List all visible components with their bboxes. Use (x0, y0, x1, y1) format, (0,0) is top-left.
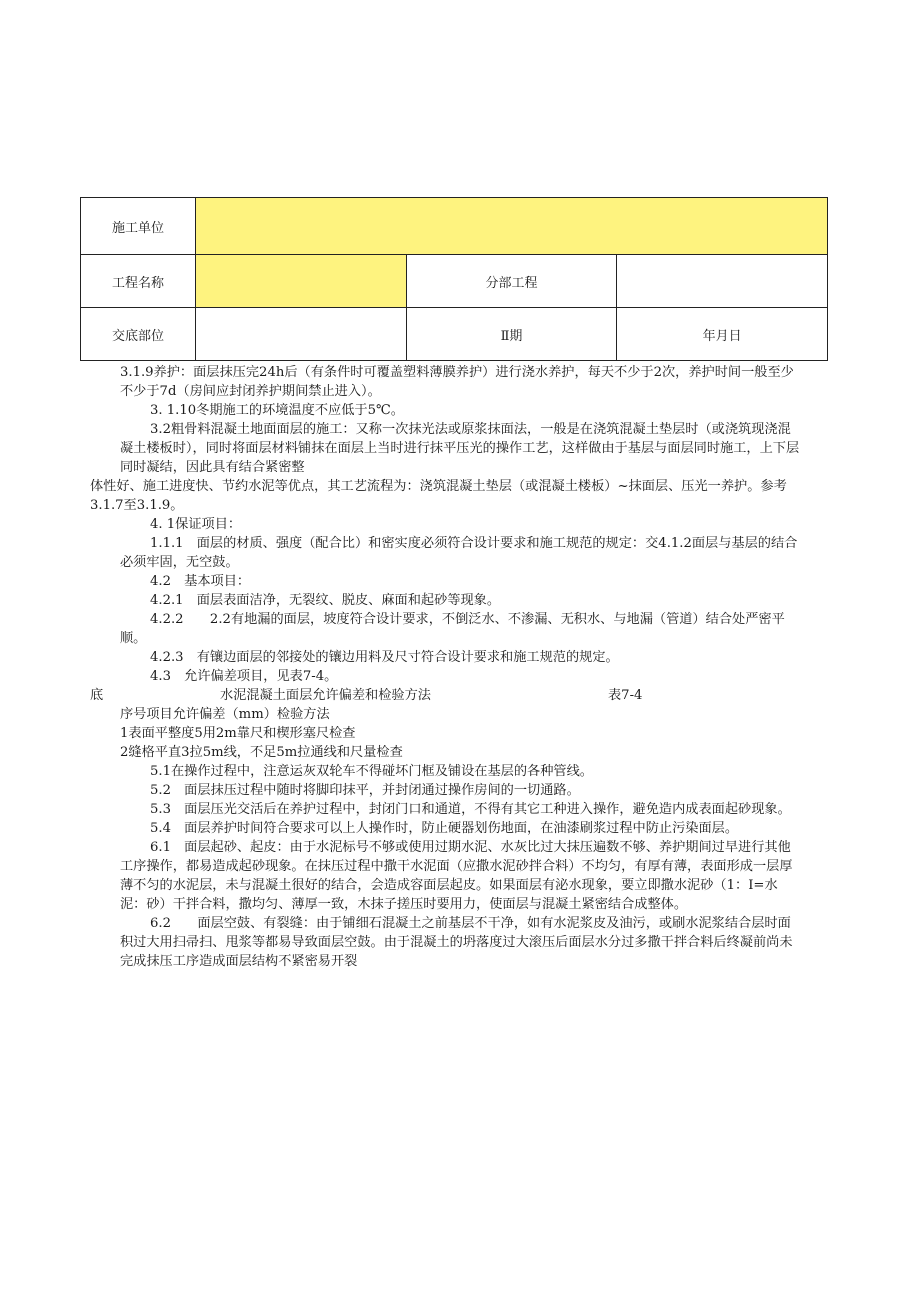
paragraph: 5.4 面层养护时间符合要求可以上人操作时，防止硬器划伤地面，在油漆刷浆过程中防止污染面层。 (150, 821, 739, 836)
paragraph: 3.2粗骨料混凝土地面面层的施工：又称一次抹光法或原浆抹面法，一般是在浇筑混凝土垫层时（或浇筑现浇混凝土楼板时），同时将面层材料铺抹在面层上当时进行抹平压光的操作工艺，这样做由于基层与面层同时施工，上下层同时凝结，因此具有结合紧密整 (120, 422, 800, 475)
paragraph: 6.1 面层起砂、起皮：由于水泥标号不够或使用过期水泥、水灰比过大抹压遍数不够、养护期间过早进行其他工序操作，都易造成起砂现象。在抹压过程中撒干水泥面（应撒水泥砂拌合料）不均匀，有厚有薄，表面形成一层厚薄不匀的水泥层，未与混凝土很好的结合，会造成容面层起皮。如果面层有泌水现象，要立即撒水泥砂（1：I=水泥：砂）干拌合料，撒均匀、薄厚一致，木抹子搓压时要用力，使面层与混凝土紧密结合成整体。 (120, 840, 793, 912)
tolerance-table-row: 1表面平整度5用2m靠尺和楔形塞尺检查 (120, 726, 356, 741)
paragraph: 4.3 允许偏差项目，见表7-4。 (150, 669, 338, 684)
construction-unit-label: 施工单位 (81, 198, 196, 255)
project-name-value[interactable] (196, 255, 407, 308)
sub-project-value[interactable] (617, 255, 828, 308)
paragraph: 6.2 面层空鼓、有裂缝：由于铺细石混凝土之前基层不干净，如有水泥浆皮及油污，或刷水泥浆结合层时面积过大用扫帚扫、甩浆等都易导致面层空鼓。由于混凝土的坍落度过大滚压后面层水分过多撒干拌合料后终凝前尚未完成抹压工序造成面层结构不紧密易开裂 (120, 916, 793, 969)
paragraph: 4.2.1 面层表面洁净，无裂纹、脱皮、麻面和起砂等现象。 (150, 593, 501, 608)
caption-number: 表7-4 (608, 688, 643, 703)
table-caption (90, 686, 800, 705)
paragraph: 5.1在操作过程中，注意运灰双轮车不得碰坏门框及铺设在基层的各种管线。 (150, 764, 593, 779)
table-row (81, 198, 828, 255)
paragraph: 5.3 面层压光交活后在养护过程中，封闭门口和通道，不得有其它工种进入操作，避免造内成表面起砂现象。 (150, 802, 791, 817)
construction-unit-value[interactable] (196, 198, 828, 255)
table-row (81, 308, 828, 361)
sub-project-label: 分部工程 (406, 255, 617, 308)
project-name-label: 工程名称 (81, 255, 196, 308)
section-heading: 4. 1保证项目： (150, 517, 242, 532)
date-label: Ⅱ期 (406, 308, 617, 361)
disclosure-part-value[interactable] (196, 308, 407, 361)
document-body (90, 363, 800, 971)
caption-title: 水泥混凝土面层允许偏差和检验方法 (220, 688, 431, 703)
paragraph: 5.2 面层抹压过程中随时将脚印抹平，并封闭通过操作房间的一切通路。 (150, 783, 580, 798)
disclosure-part-label: 交底部位 (81, 308, 196, 361)
paragraph: 体性好、施工进度快、节约水泥等优点，其工艺流程为：浇筑混凝土垫层（或混凝土楼板）~抹面层、压光一养护。参考3.1.7至3.1.9。 (90, 479, 787, 513)
caption-left: 底 (90, 688, 104, 703)
paragraph: 3. 1.10冬期施工的环境温度不应低于5℃。 (150, 403, 404, 418)
disclosure-header-table (80, 197, 828, 361)
paragraph: 4.2.3 有镶边面层的邻接处的镶边用料及尺寸符合设计要求和施工规范的规定。 (150, 650, 619, 665)
table-row (81, 255, 828, 308)
date-value[interactable]: 年月日 (617, 308, 828, 361)
paragraph: 4.2.2 2.2有地漏的面层，坡度符合设计要求，不倒泛水、不渗漏、无积水、与地漏（管道）结合处严密平顺。 (120, 612, 785, 646)
tolerance-table-header: 序号项目允许偏差（mm）检验方法 (120, 707, 330, 722)
section-heading: 4.2 基本项目： (150, 574, 251, 589)
paragraph: 1.1.1 面层的材质、强度（配合比）和密实度必须符合设计要求和施工规范的规定：交4.1.2面层与基层的结合必须牢固，无空鼓。 (120, 536, 798, 570)
tolerance-table-row: 2缝格平直3拉5m线，不足5m拉通线和尺量检查 (120, 745, 403, 760)
paragraph: 3.1.9养护：面层抹压完24h后（有条件时可覆盖塑料薄膜养护）进行浇水养护，每天不少于2次，养护时间一般至少不少于7d（房间应封闭养护期间禁止进入）。 (120, 365, 794, 399)
